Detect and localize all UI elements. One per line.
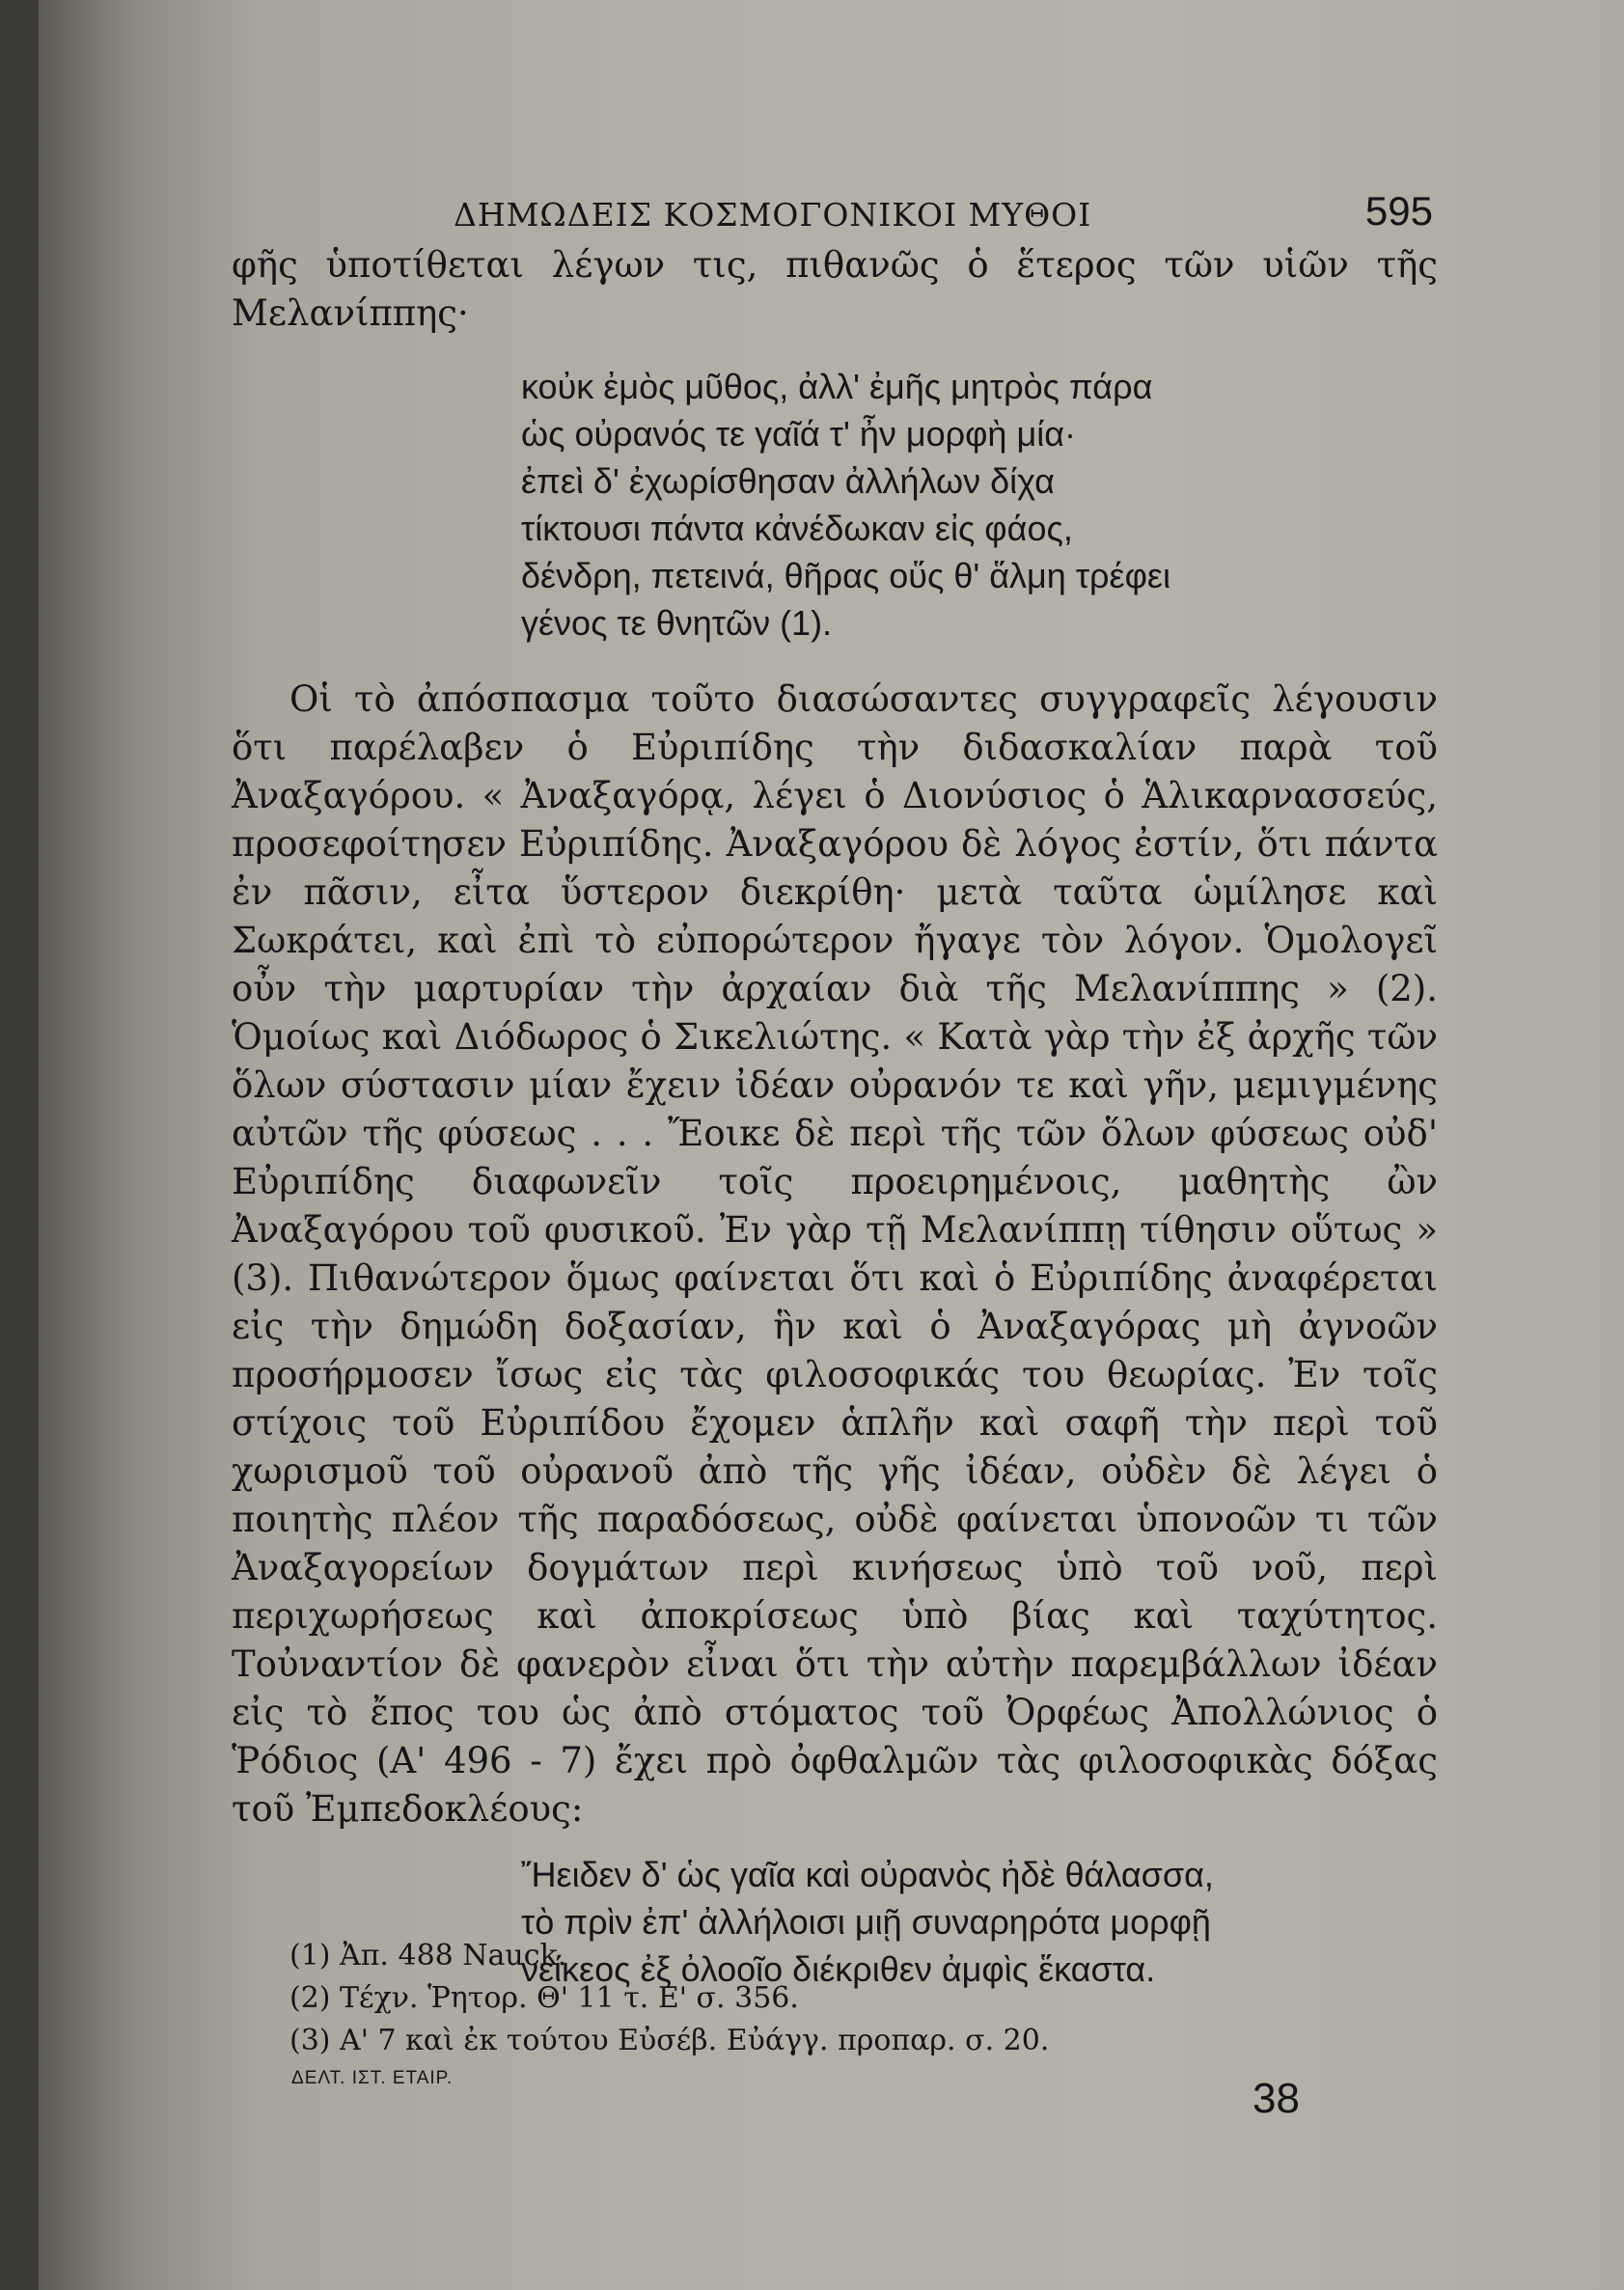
intro-line: φῆς ὑποτίθεται λέγων τις, πιθανῶς ὁ ἕτερος τῶν υἱῶν τῆς Μελανίππης· bbox=[232, 244, 1438, 334]
journal-abbreviation: ΔΕΛΤ. ΙΣΤ. ΕΤΑΙΡ. bbox=[291, 2068, 454, 2088]
verse-line: τίκτουσι πάντα κἀνέδωκαν εἰς φάος, bbox=[521, 509, 1073, 548]
running-header bbox=[246, 188, 1433, 246]
verse-line: γένος τε θνητῶν (1). bbox=[521, 603, 833, 643]
verse-line: δένδρη, πετεινά, θῆρας οὕς θ' ἅλμη τρέφει bbox=[521, 556, 1170, 595]
verse-quote-euripides bbox=[232, 363, 1438, 647]
footnotes bbox=[289, 1935, 1254, 2062]
footnote: (2) Τέχν. Ῥητορ. Θ' 11 τ. Ε' σ. 356. bbox=[289, 1981, 799, 2015]
verse-line: τὸ πρὶν ἐπ' ἀλλήλοισι μιῇ συναρηρότα μορφῇ bbox=[521, 1902, 1211, 1942]
book-page bbox=[39, 0, 1624, 2290]
footnote: (3) Α' 7 καὶ ἐκ τούτου Εὐσέβ. Εὐάγγ. προπαρ. σ. 20. bbox=[289, 2024, 1050, 2057]
verse-line: Ἤειδεν δ' ὡς γαῖα καὶ οὐρανὸς ἠδὲ θάλασσα, bbox=[521, 1855, 1214, 1894]
footnote: (1) Ἀπ. 488 Nauck. bbox=[289, 1939, 567, 1973]
verse-line: κοὐκ ἐμὸς μῦθος, ἀλλ' ἐμῆς μητρὸς πάρα bbox=[521, 367, 1153, 406]
running-title: ΔΗΜΩΔΕΙΣ ΚΟΣΜΟΓΟΝΙΚΟΙ ΜΥΘΟΙ bbox=[454, 196, 1092, 234]
printer-signature-mark: 38 bbox=[1252, 2075, 1300, 2122]
verse-line: ὡς οὐρανός τε γαῖά τ' ἦν μορφὴ μία· bbox=[521, 414, 1076, 454]
main-paragraph: Οἱ τὸ ἀπόσπασμα τοῦτο διασώσαντες συγγραφεῖς λέγουσιν ὅτι παρέλαβεν ὁ Εὐριπίδης τὴν διδασκαλίαν παρὰ τοῦ Ἀναξαγόρου. « Ἀναξαγόρᾳ, λέγει ὁ Διονύσιος ὁ Ἁλικαρνασσεύς, προσεφοίτησεν Εὐριπίδης. Ἀναξαγόρου δὲ λόγος ἐστίν, ὅτι πάντα ἐν πᾶσιν, εἶτα ὕστερον διεκρίθη· μετὰ ταῦτα ὡμίλησε καὶ Σωκράτει, καὶ ἐπὶ τὸ εὐπορώτερον ἤγαγε τὸν λόγον. Ὁμολογεῖ οὖν τὴν μαρτυρίαν τὴν ἀρχαίαν διὰ τῆς Μελανίππης » (2). Ὁμοίως καὶ Διόδωρος ὁ Σικελιώτης. « Κατὰ γὰρ τὴν ἐξ ἀρχῆς τῶν ὅλων σύστασιν μίαν ἔχειν ἰδέαν οὐρανόν τε καὶ γῆν, μεμιγμένης αὐτῶν τῆς φύσεως . . . Ἔοικε δὲ περὶ τῆς τῶν ὅλων φύσεως οὐδ' Εὐριπίδης διαφωνεῖν τοῖς προειρημένοις, μαθητὴς ὢν Ἀναξαγόρου τοῦ φυσικοῦ. Ἐν γὰρ τῇ Μελανίππῃ τίθησιν οὕτως » (3). Πιθανώτερον ὅμως φαίνεται ὅτι καὶ ὁ Εὐριπίδης ἀναφέρεται εἰς τὴν δημώδη δοξασίαν, ἣν καὶ ὁ Ἀναξαγόρας μὴ ἀγνοῶν προσήρμοσεν ἴσως εἰς τὰς φιλοσοφικάς του θεωρίας. Ἐν τοῖς στίχοις τοῦ Εὐριπίδου ἔχομεν ἁπλῆν καὶ σαφῆ τὴν περὶ τοῦ χωρισμοῦ τοῦ οὐρανοῦ ἀπὸ τῆς γῆς ἰδέαν, οὐδὲν δὲ λέγει ὁ ποιητὴς πλέον τῆς παραδόσεως, οὐδὲ φαίνεται ὑπονοῶν τι τῶν Ἀναξαγορείων δογμάτων περὶ κινήσεως ὑπὸ τοῦ νοῦ, περὶ περιχωρήσεως καὶ ἀποκρίσεως ὑπὸ βίας καὶ ταχύτητος. Τοὐναντίον δὲ φανερὸν εἶναι ὅτι τὴν αὐτὴν παρεμβάλλων ἰδέαν εἰς τὸ ἔπος του ὡς ἀπὸ στόματος τοῦ Ὀρφέως Ἀπολλώνιος ὁ Ῥόδιος (Α' 496 - 7) ἔχει πρὸ ὀφθαλμῶν τὰς φιλοσοφικὰς δόξας τοῦ Ἐμπεδοκλέους: bbox=[232, 678, 1438, 1830]
page-body bbox=[232, 241, 1438, 2031]
verse-line: νείκεος ἐξ ὀλοοῖο διέκριθεν ἀμφὶς ἕκαστα. bbox=[521, 1949, 1156, 1989]
page-number: 595 bbox=[1364, 188, 1433, 234]
verse-line: ἐπεὶ δ' ἐχωρίσθησαν ἀλλήλων δίχα bbox=[521, 461, 1055, 501]
